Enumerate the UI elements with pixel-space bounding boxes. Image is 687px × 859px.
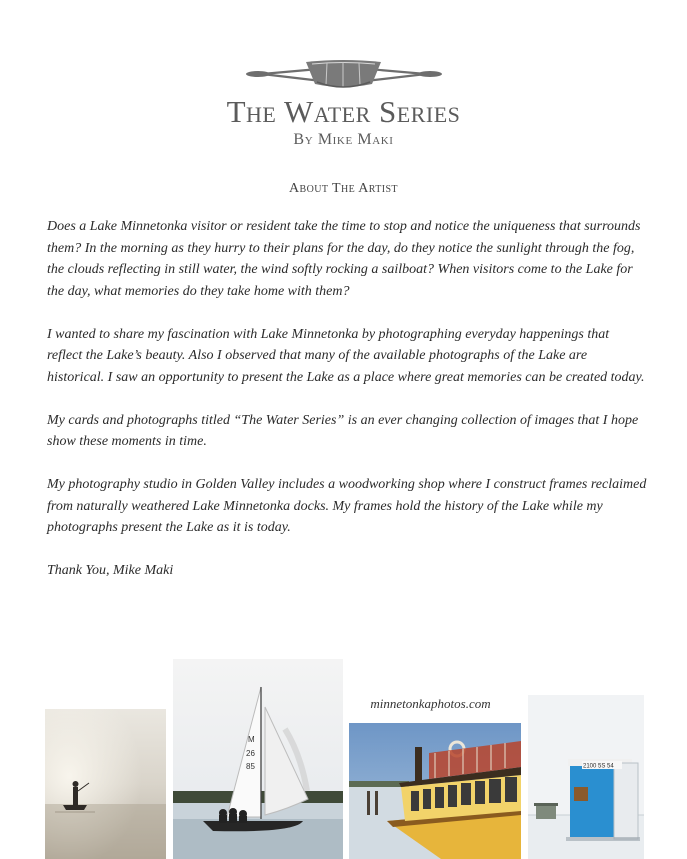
photo-sailboat [173, 659, 343, 859]
sail-number-line: 85 [246, 762, 255, 771]
paragraph: I wanted to share my fascination with Lake Minnetonka by photographing everyday happenings that reflect the Lake’s beauty. Also I observed that many of the available photographs of the Lake are historical. I saw an opportunity to present the Lake as a place where great memories can be created today. [47, 326, 645, 385]
sail-number-line: 26 [246, 749, 255, 758]
paragraph: My cards and photographs titled “The Water Series” is an ever changing collection of images that I hope show these moments in time. [47, 412, 639, 449]
body-text [47, 216, 647, 603]
paragraph: Does a Lake Minnetonka visitor or resident take the time to stop and notice the uniqueness that surrounds them? In the morning as they hurry to their plans for the day, do they notice the sunlight through the fog, the clouds reflecting in still water, the wind softly rocking a sailboat? When visitors come to the Lake for the day, what memories do they take home with them? [47, 219, 641, 299]
photo-ferry [349, 723, 521, 859]
paragraph: My photography studio in Golden Valley includes a woodworking shop where I construct frames reclaimed from naturally weathered Lake Minnetonka docks. My frames hold the history of the Lake while my photographs present the Lake as it is today. [47, 477, 647, 535]
rowboat-logo-icon [0, 52, 687, 98]
photo-foggy-fisherman [45, 709, 166, 859]
byline: By Mike Maki [293, 131, 394, 148]
photo-ice-house [528, 695, 644, 859]
sail-number-line: M [248, 735, 255, 744]
ice-house-sign: 2100 5S 54 [583, 763, 614, 770]
section-heading: About The Artist [289, 181, 398, 196]
website-link[interactable]: minnetonkaphotos.com [370, 696, 491, 711]
page-title: The Water Series [226, 94, 461, 129]
signature: Thank You, Mike Maki [47, 563, 174, 578]
